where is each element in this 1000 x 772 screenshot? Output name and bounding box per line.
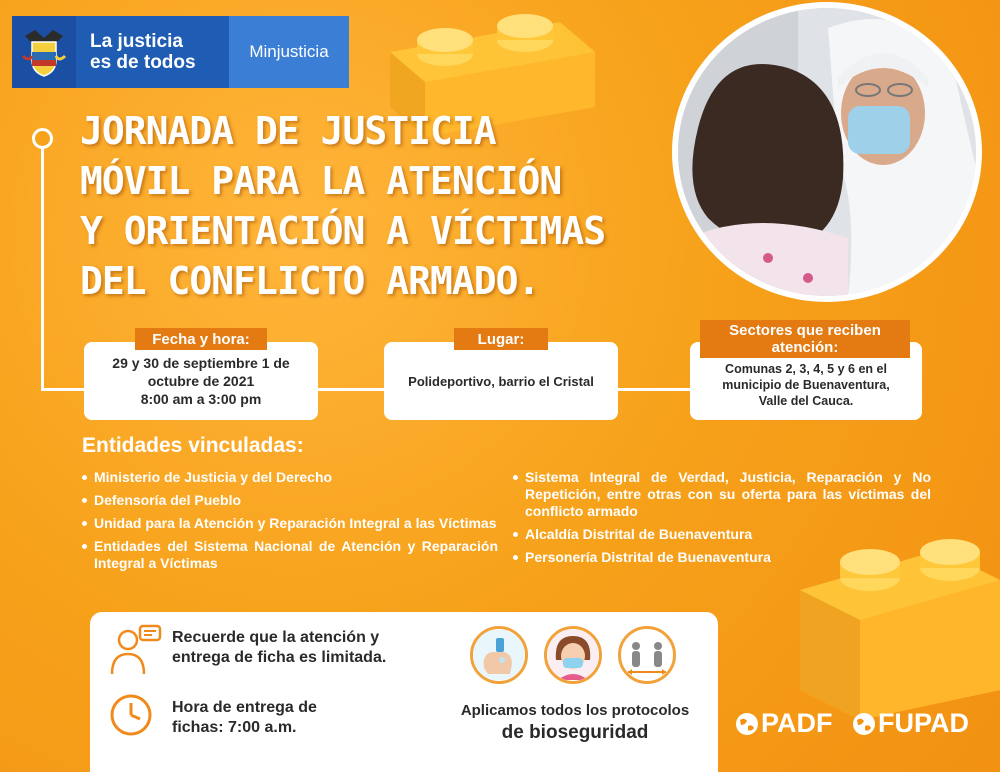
notice-panel [90,612,718,772]
date-line-2: octubre de 2021 [147,373,255,389]
title-line-3: Y ORIENTACIÓN A VÍCTIMAS [80,209,606,253]
limited-line-2: entrega de ficha es limitada. [172,649,387,666]
padf-label: PADF [761,708,833,738]
protocol-line-2: de bioseguridad [501,722,649,743]
hour-line-1: Hora de entrega de [172,699,317,716]
entity-item: Personería Distrital de Buenaventura [513,549,931,566]
slogan-line-1: La justicia [90,31,183,52]
sectors-line-3: Valle del Cauca. [758,394,854,408]
timeline-dot [32,128,53,149]
sectors-label [700,320,910,358]
title-line-1: JORNADA DE JUSTICIA [80,109,496,153]
government-slogan [76,16,229,88]
protocol-line-1: Aplicamos todos los protocolos [460,702,690,719]
globe-icon [735,712,759,736]
date-line-3: 8:00 am a 3:00 pm [140,391,262,407]
sectors-line-2: municipio de Buenaventura, [722,378,890,392]
hour-line-2: fichas: 7:00 a.m. [172,719,297,736]
ministry-label: Minjusticia [229,16,349,88]
health-worker-photo [672,2,982,302]
date-label: Fecha y hora: [135,328,267,350]
padf-logo [735,708,833,739]
place-box [384,342,618,420]
hand-sanitizer-icon [470,626,528,684]
sectors-line-1: Comunas 2, 3, 4, 5 y 6 en el [725,362,887,376]
entities-list-right [513,469,931,572]
place-value: Polideportivo, barrio el Cristal [408,373,594,389]
entity-item: Unidad para la Atención y Reparación Integral a las Víctimas [82,515,498,532]
date-line-1: 29 y 30 de septiembre 1 de [112,355,290,371]
entities-title: Entidades vinculadas: [82,434,304,457]
attendant-icon [108,624,162,676]
limited-notice [172,628,386,668]
slogan-line-2: es de todos [90,52,196,73]
fupad-label: FUPAD [878,708,969,738]
hour-notice [172,698,317,738]
date-box [84,342,318,420]
face-mask-icon [544,626,602,684]
event-title [80,106,680,306]
sectors-label-line-1: Sectores que reciben [729,322,881,339]
title-line-4: DEL CONFLICTO ARMADO. [80,259,540,303]
entity-item: Alcaldía Distrital de Buenaventura [513,526,931,543]
limited-line-1: Recuerde que la atención y [172,629,380,646]
sectors-label-line-2: atención: [771,339,839,356]
timeline-vertical-line [41,140,44,390]
protocol-notice [430,700,720,744]
globe-icon [852,712,876,736]
title-line-2: MÓVIL PARA LA ATENCIÓN [80,159,562,203]
coat-of-arms-icon [12,16,76,88]
entity-item: Sistema Integral de Verdad, Justicia, Reparación y No Repetición, entre otras con su oferta para las víctimas del conflicto armado [513,469,931,520]
entity-item: Defensoría del Pueblo [82,492,498,509]
clock-icon [108,692,154,738]
entities-list-left [82,469,498,578]
government-header [12,16,349,88]
fupad-logo [852,708,969,739]
place-label: Lugar: [454,328,548,350]
social-distance-icon [618,626,676,684]
entity-item: Ministerio de Justicia y del Derecho [82,469,498,486]
entity-item: Entidades del Sistema Nacional de Atención y Reparación Integral a Víctimas [82,538,498,572]
